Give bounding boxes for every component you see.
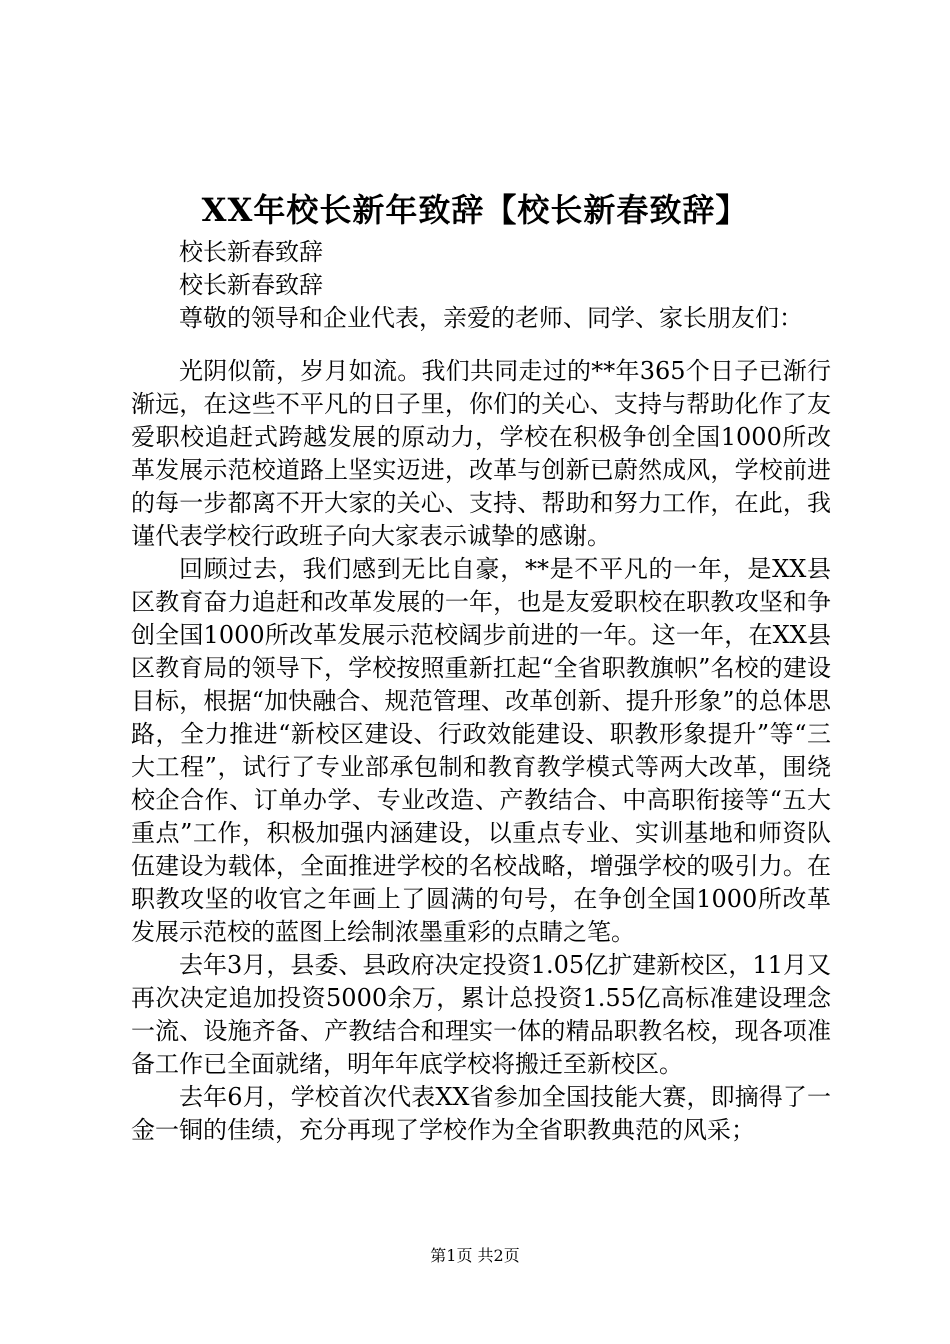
paragraph-spacer bbox=[131, 335, 831, 355]
subtitle-line: 校长新春致辞 bbox=[179, 271, 323, 299]
paragraph: 回顾过去，我们感到无比自豪，**是不平凡的一年，是XX县区教育奋力追赶和改革发展的一年，也是友爱职校在职教攻坚和争创全国1000所改革发展示范校阔步前进的一年。这一年，在XX县区教育局的领导下，学校按照重新扛起“全省职教旗帜”名校的建设目标，根据“加快融合、规范管理、改革创新、提升形象”的总体思路，全力推进“新校区建设、行政效能建设、职教形象提升”等“三大工程”，试行了专业部承包制和教育教学模式等两大改革，围绕校企合作、订单办学、专业改造、产教结合、中高职衔接等“五大重点”工作，积极加强内涵建设，以重点专业、实训基地和师资队伍建设为载体，全面推进学校的名校战略，增强学校的吸引力。在职教攻坚的收官之年画上了圆满的句号，在争创全国1000所改革发展示范校的蓝图上绘制浓墨重彩的点睛之笔。 bbox=[131, 555, 831, 946]
paragraph: 光阴似箭，岁月如流。我们共同走过的**年365个日子已渐行渐远，在这些不平凡的日子里，你们的关心、支持与帮助化作了友爱职校追赶式跨越发展的原动力，学校在积极争创全国1000所改革发展示范校道路上坚实迈进，改革与创新已蔚然成风，学校前进的每一步都离不开大家的关心、支持、帮助和努力工作，在此，我谨代表学校行政班子向大家表示诚挚的感谢。 bbox=[131, 357, 831, 550]
paragraph: 去年6月，学校首次代表XX省参加全国技能大赛，即摘得了一金一铜的佳绩，充分再现了学校作为全省职教典范的风采； bbox=[131, 1083, 831, 1144]
document-title: XX年校长新年致辞【校长新春致辞】 bbox=[201, 191, 749, 229]
greeting-line: 尊敬的领导和企业代表，亲爱的老师、同学、家长朋友们： bbox=[179, 304, 803, 332]
paragraph: 去年3月，县委、县政府决定投资1.05亿扩建新校区，11月又再次决定追加投资5000余万，累计总投资1.55亿高标准建设理念一流、设施齐备、产教结合和理实一体的精品职教名校，现各项准备工作已全面就绪，明年年底学校将搬迁至新校区。 bbox=[131, 951, 831, 1078]
page-number-footer: 第1页 共2页 bbox=[430, 1246, 520, 1265]
subtitle-line: 校长新春致辞 bbox=[179, 238, 323, 266]
document-body bbox=[131, 236, 831, 1147]
